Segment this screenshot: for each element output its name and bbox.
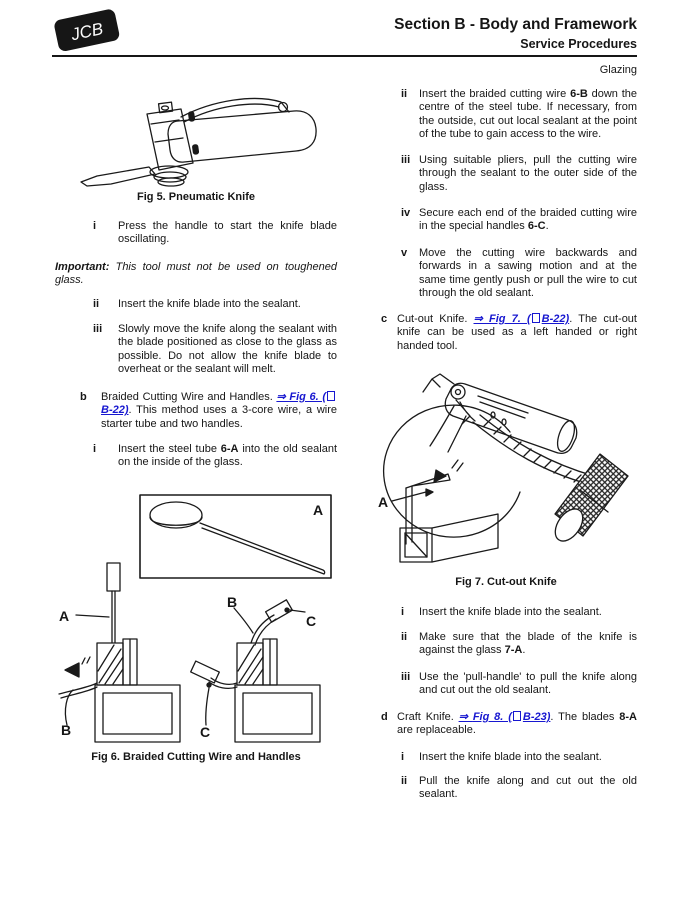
figure-item-ref: 7-A	[504, 644, 523, 657]
topic-label: Glazing	[599, 64, 637, 76]
section-subtitle: Service Procedures	[520, 37, 637, 51]
step-text	[419, 631, 637, 658]
step-marker: iii	[401, 154, 411, 166]
page-ref-icon	[513, 711, 521, 721]
step-text: Using suitable pliers, pull the cutting wire through the sealant to the outer side of the glass.	[419, 154, 637, 193]
text-run: . This method uses a 3-core wire, a wire starter tube and two handles.	[101, 404, 337, 430]
step-c-i	[375, 606, 637, 619]
step-text	[118, 443, 337, 470]
step-marker: ii	[401, 775, 408, 787]
text-run: Make sure that the blade of the knife is against the glass	[419, 631, 637, 657]
step-text: Insert the knife blade into the sealant.	[118, 298, 301, 310]
step-a-ii	[55, 298, 337, 311]
fig6-label-a-left: A	[59, 608, 70, 624]
step-marker: v	[401, 247, 408, 259]
text-run: into the old sealant on the inside of the glass.	[118, 443, 337, 469]
step-a-i	[55, 220, 337, 247]
step-text	[419, 88, 637, 142]
text-run: Braided Cutting Wire and Handles.	[101, 391, 277, 403]
step-marker: i	[401, 606, 405, 618]
fig6-label-c-top: C	[306, 613, 317, 629]
step-text: Slowly move the knife along the sealant with the blade positioned as close to the glass as possible. Do not allow the knife blade to overheat or the sealant will melt.	[118, 323, 337, 376]
fig6-label-a-inset: A	[313, 502, 324, 518]
step-text	[419, 207, 637, 234]
fig6-label-b-left: B	[61, 722, 72, 738]
xref-page: B-22)	[541, 313, 570, 325]
step-b-v	[375, 247, 637, 301]
step-text: Pull the knife along and cut out the old sealant.	[419, 775, 637, 801]
text-run: down the centre of the steel tube. If necessary, from the outside, cut out local sealant at the point of the tube to gain access to the wire.	[419, 88, 637, 141]
fig7-caption: Fig 7. Cut-out Knife	[455, 576, 557, 588]
step-text: Press the handle to start the knife blade oscillating.	[118, 220, 337, 246]
important-note	[55, 261, 337, 288]
section-title: Section B - Body and Framework	[394, 16, 637, 33]
step-text: Move the cutting wire backwards and forwards in a sawing motion and at the same time gently push or pull the wire to cut through the old sealant.	[419, 247, 637, 300]
item-d	[375, 711, 637, 738]
xref-text: Fig 8. (	[472, 711, 512, 723]
xref-arrow-icon: ⇒	[473, 313, 489, 325]
item-marker: b	[80, 391, 87, 403]
item-text	[397, 711, 637, 738]
text-run: .	[545, 220, 549, 233]
left-column	[55, 0, 337, 923]
xref-page: B-22)	[101, 404, 129, 417]
fig7-label-a: A	[378, 494, 389, 510]
fig6-label-b-right: B	[227, 594, 238, 610]
text-run: . The blades	[550, 711, 620, 723]
step-c-iii	[375, 671, 637, 698]
right-column	[375, 0, 637, 923]
step-b-iii	[375, 154, 637, 194]
item-b	[55, 391, 337, 431]
xref-text: Fig 6. (	[289, 391, 326, 403]
fig5-pneumatic-knife-drawing	[63, 90, 335, 190]
fig6-braided-cutting-wire-drawing	[43, 487, 349, 749]
step-text: Insert the knife blade into the sealant.	[419, 751, 602, 763]
step-marker: ii	[401, 631, 408, 643]
step-b-iv	[375, 207, 637, 234]
xref-arrow-icon: ⇒	[458, 711, 473, 723]
step-marker: i	[93, 220, 97, 232]
text-run: Insert the braided cutting wire	[419, 88, 571, 100]
xref-page: B-23)	[522, 711, 551, 723]
fig6-caption: Fig 6. Braided Cutting Wire and Handles	[91, 751, 301, 763]
text-run: .	[522, 644, 526, 657]
text-run: Secure each end of the braided cutting wire in the special handles	[419, 207, 637, 233]
step-c-ii	[375, 631, 637, 658]
step-marker: iii	[401, 671, 411, 683]
figure-item-ref: 6-C	[527, 220, 546, 233]
item-text	[397, 313, 637, 353]
xref-arrow-icon: ⇒	[276, 391, 290, 403]
page-ref-icon	[532, 313, 540, 323]
step-text: Use the 'pull-handle' to pull the knife along and cut out the old sealant.	[419, 671, 637, 697]
item-c	[375, 313, 637, 353]
step-marker: iii	[93, 323, 103, 335]
step-marker: ii	[401, 88, 408, 100]
step-b-ii	[375, 88, 637, 142]
figure-item-ref: 6-A	[220, 443, 239, 455]
fig6-label-c-bottom: C	[200, 724, 211, 740]
fig7-crossref-link[interactable]	[474, 313, 570, 325]
text-run: Craft Knife.	[397, 711, 459, 723]
step-a-iii	[55, 323, 337, 377]
text-run: Insert the steel tube	[118, 443, 221, 455]
item-marker: d	[381, 711, 388, 723]
step-b-i	[55, 443, 337, 470]
jcb-logo-text: JCB	[69, 19, 105, 45]
item-marker: c	[381, 313, 388, 325]
text-run: . The cut-out knife can be used as a left handed or right handed tool.	[397, 313, 637, 352]
figure-item-ref: 8-A	[619, 711, 637, 723]
step-text: Insert the knife blade into the sealant.	[419, 606, 602, 618]
page-ref-icon	[327, 391, 335, 401]
step-marker: i	[401, 751, 405, 763]
fig7-cut-out-knife-drawing	[370, 372, 670, 572]
important-text: This tool must not be used on toughened glass.	[55, 261, 337, 287]
step-marker: iv	[401, 207, 411, 219]
text-run: are replaceable.	[397, 724, 476, 737]
fig5-caption: Fig 5. Pneumatic Knife	[137, 191, 255, 203]
step-marker: ii	[93, 298, 100, 310]
fig8-crossref-link[interactable]	[459, 711, 551, 723]
text-run: Cut-out Knife.	[397, 313, 474, 325]
step-d-i	[375, 751, 637, 764]
figure-item-ref: 6-B	[570, 88, 588, 100]
step-d-ii	[375, 775, 637, 802]
xref-text: Fig 7. (	[488, 313, 531, 325]
item-text	[101, 391, 337, 431]
important-label: Important:	[55, 261, 110, 273]
step-marker: i	[93, 443, 97, 455]
